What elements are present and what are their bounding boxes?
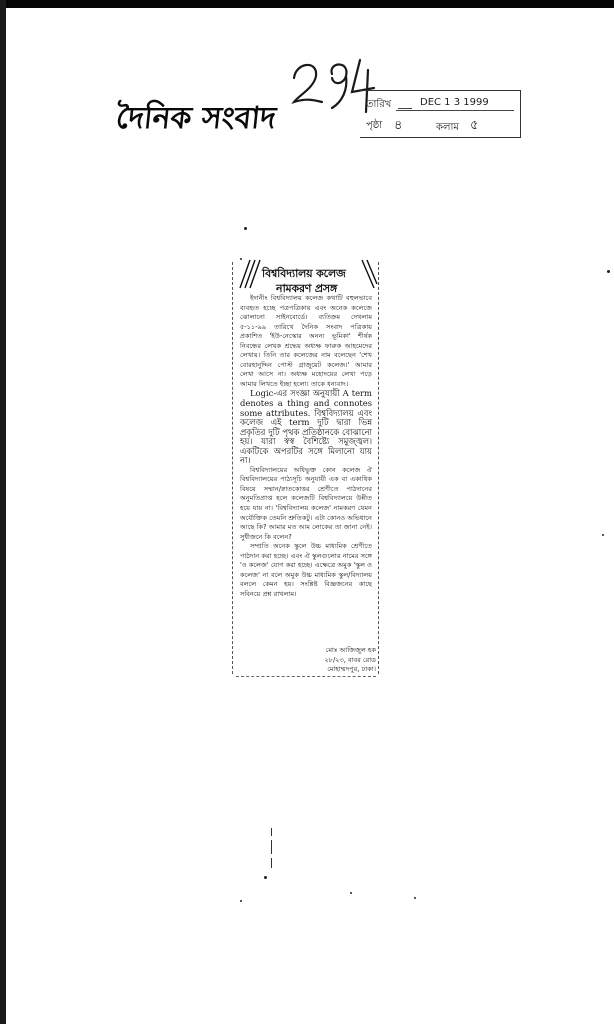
scan-left-edge <box>0 0 6 1024</box>
article-headline-line2: নামকরণ প্রসঙ্গ <box>276 282 338 295</box>
scan-top-edge <box>0 0 614 8</box>
stamp-page-label: পৃষ্ঠা <box>366 120 383 131</box>
article-paragraph: বিশ্ববিদ্যালয়ের অধিভুক্ত কোন কলেজ ঐ বিশ্ববিদ্যালয়ের পাঠ্যসূচি অনুযায়ী এক বা একাধিক বিষয়ে সম্মান/স্নাতকোত্তর শ্রেণীতে পাঠদানের অনুমতিপ্রাপ্ত হলে কলেজটি বিশ্ববিদ্যালয়ে উন্নীত হয়ে যায় না। 'বিশ্ববিদ্যালয় কলেজ' নামকরণ যেমন অযৌক্তিক তেমনি শ্রুতিকটু। এটা কোনও অভিধানে আছে কি? আমার মত আম লোকের তা জানা নেই। সুধীজনে কি বলেন? <box>240 465 372 541</box>
stamp-date-value: DEC 1 3 1999 <box>420 97 489 108</box>
scan-speck <box>264 876 267 879</box>
stamp-column-value: ৫ <box>470 118 479 133</box>
article-signature <box>296 646 376 675</box>
clipping-bottom-edge <box>236 676 376 678</box>
scan-speck <box>602 534 604 536</box>
clipping-right-edge <box>378 262 380 674</box>
article-headline-line1: বিশ্ববিদ্যালয় কলেজ <box>262 267 346 280</box>
scan-mark <box>271 840 272 854</box>
scan-mark <box>271 858 272 868</box>
scan-speck <box>244 227 247 230</box>
scan-speck <box>240 900 242 902</box>
article-paragraph: সম্প্রতি অনেক স্কুলে উচ্চ মাধ্যমিক শ্রেণীতে পাঠদান করা হচ্ছে। এবং ঐ স্কুলগুলোর নামের সঙ্গে 'ও কলেজ' যোগ করা হচ্ছে। এক্ষেত্রে অমুক 'স্কুল ও কলেজ' না বলে অমুক উচ্চ মাধ্যমিক স্কুল/বিদ্যালয় বললে কেমন হয়। সংশ্লিষ্ট বিজ্ঞজনের কাছে সবিনয়ে প্রশ্ন রাখলাম। <box>240 542 372 598</box>
scan-speck <box>414 897 416 899</box>
stamp-page-value: ৪ <box>394 118 403 133</box>
stamp-date-underline <box>396 110 514 111</box>
article-body <box>240 294 372 600</box>
scan-mark <box>271 828 272 836</box>
author-name: মোঃ আজিজুল হক <box>325 646 376 654</box>
article-paragraph: ইদানীং বিশ্ববিদ্যালয় কলেজ কথাটি বহুলভাবে ব্যবহৃত হচ্ছে পত্রপত্রিকায় এবং অনেক কলেজে ঝোলানো সাইনবোর্ডে। ব্যতিক্রম দেখলাম ৫-১১-৯৯ তারিখে দৈনিক সংবাদ পত্রিকায় প্রকাশিত 'ইউ-নেস্কোর অনন্য ভূমিকা' শীর্ষক নিবন্ধের লেখক শ্রদ্ধেয় অধ্যক্ষ ফারুক আহমেদের লেখায়। তিনি তার কলেজের নাম বলেছেন 'শেখ বোরহানুদ্দিন পোস্ট গ্রাজুয়েট কলেজ।' আমার লেখা আসে না। অধ্যক্ষ মহোদয়ের লেখা পড়ে আমার লিখতে ইচ্ছা হলো। তাকে ধন্যবাদ। <box>240 294 372 388</box>
article-paragraph: Logic-এর সংজ্ঞা অনুযায়ী A term denotes a thing and connotes some attributes. বিশ্ববিদ্যালয় এবং কলেজ এই term দুটি দ্বারা ভিন্ন প্রকৃতির দুটি পৃথক প্রতিষ্ঠানকে বোঝানো হয়। যারা স্বস্ব বৈশিষ্ট্যে সমুজ্জ্বল। একটিকে অপরটির সঙ্গে মিলানো যায় না। <box>240 388 372 466</box>
scan-speck <box>350 892 352 894</box>
scan-speck <box>240 258 242 260</box>
stamp-date-rule <box>398 108 412 109</box>
scan-speck <box>607 270 610 273</box>
author-address-line2: মোহাম্মদপুর, ঢাকা। <box>327 665 376 673</box>
stamp-column-label: কলাম <box>436 122 459 133</box>
stamp-date-label: তারিখ <box>366 99 392 110</box>
author-address-line1: ২৮/২৩, বাবর রোড <box>324 655 376 664</box>
newspaper-masthead: দৈনিক সংবাদ <box>114 101 278 136</box>
clipping-left-edge <box>232 262 234 674</box>
